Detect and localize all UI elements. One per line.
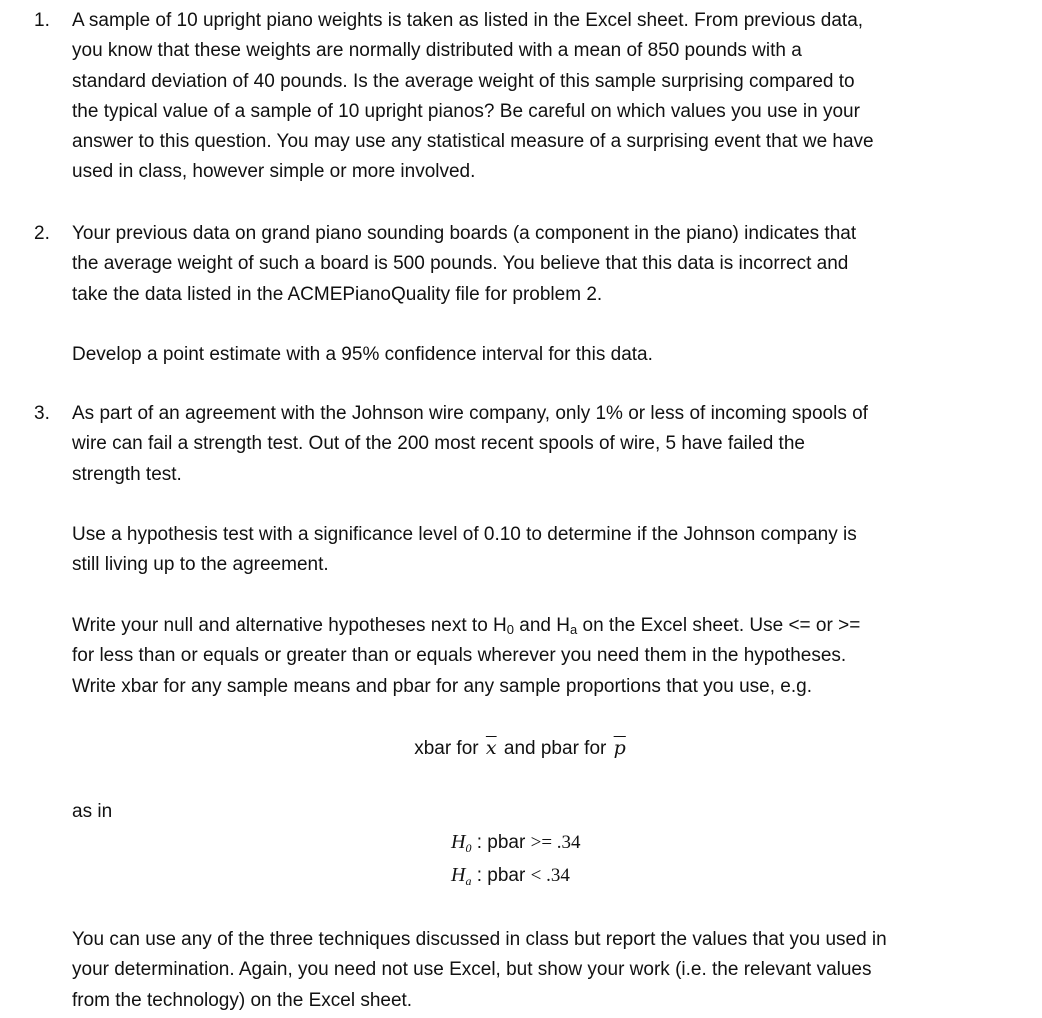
text-line: Your previous data on grand piano sounding boards (a component in the piano) indicates that xyxy=(72,223,857,244)
h-symbol: H xyxy=(451,831,466,853)
xbar-symbol: $\overline{x}$ xyxy=(485,737,497,759)
question-number: 3. xyxy=(34,403,50,424)
question-2-text xyxy=(72,219,982,310)
text-fragment: and H xyxy=(514,615,570,636)
pbar-symbol: $\overline{p}$ xyxy=(613,737,626,759)
subscript: a xyxy=(570,622,578,637)
text-line: still living up to the agreement. xyxy=(72,554,329,576)
text-line: take the data listed in the ACMEPianoQuality file for problem 2. xyxy=(72,283,603,305)
hypothesis-writing-instructions xyxy=(72,611,982,702)
text-fragment: and pbar for xyxy=(498,738,612,759)
text-line: you know that these weights are normally distributed with a mean of 850 pounds with a xyxy=(72,40,802,62)
text-fragment: xbar for xyxy=(414,738,484,759)
question-3-text xyxy=(72,399,982,490)
null-hypothesis xyxy=(451,827,581,863)
text-line: A sample of 10 upright piano weights is taken as listed in the Excel sheet. From previous data, xyxy=(72,10,864,31)
text-line: wire can fail a strength test. Out of the 200 most recent spools of wire, 5 have failed the xyxy=(72,433,805,455)
question-number: 2. xyxy=(34,223,50,244)
alternative-hypothesis xyxy=(451,860,570,896)
text-line: strength test. xyxy=(72,463,182,485)
hypothesis-test-instructions xyxy=(72,520,982,581)
text-fragment: : pbar xyxy=(471,832,531,853)
operator-value: < .34 xyxy=(530,865,570,886)
text-line: answer to this question. You may use any statistical measure of a surprising event that we have xyxy=(72,131,874,153)
question-number: 1. xyxy=(34,10,50,31)
question-2-task xyxy=(72,340,982,370)
text-line: Use a hypothesis test with a significance level of 0.10 to determine if the Johnson company is xyxy=(72,524,857,545)
text-fragment: on the Excel sheet. Use <= or >= xyxy=(577,615,861,636)
text-line: You can use any of the three techniques discussed in class but report the values that you used in xyxy=(72,929,887,950)
subscript: a xyxy=(465,874,472,888)
text-line: Write xbar for any sample means and pbar for any sample proportions that you use, e.g. xyxy=(72,675,812,697)
notation-example xyxy=(0,733,1042,764)
text-line: your determination. Again, you need not use Excel, but show your work (i.e. the relevant values xyxy=(72,959,872,981)
text-fragment: : pbar xyxy=(471,865,531,886)
as-in-label xyxy=(72,797,982,827)
text-line: As part of an agreement with the Johnson wire company, only 1% or less of incoming spools of xyxy=(72,403,868,424)
subscript: 0 xyxy=(465,841,472,855)
text-line: the average weight of such a board is 500 pounds. You believe that this data is incorrect and xyxy=(72,253,849,275)
question-1-text xyxy=(72,6,982,188)
operator-value: >= .34 xyxy=(530,832,581,853)
text-line: as in xyxy=(72,801,113,822)
subscript: 0 xyxy=(506,622,515,637)
text-line: standard deviation of 40 pounds. Is the average weight of this sample surprising compared to xyxy=(72,70,855,92)
text-line: used in class, however simple or more involved. xyxy=(72,161,476,183)
closing-instructions xyxy=(72,925,982,1016)
text-line: the typical value of a sample of 10 upright pianos? Be careful on which values you use in your xyxy=(72,100,860,122)
text-line: Develop a point estimate with a 95% confidence interval for this data. xyxy=(72,344,653,365)
text-line xyxy=(72,611,982,641)
h-symbol: H xyxy=(451,864,466,886)
text-line: for less than or equals or greater than or equals wherever you need them in the hypotheses. xyxy=(72,645,847,667)
text-line: from the technology) on the Excel sheet. xyxy=(72,989,413,1011)
text-fragment: Write your null and alternative hypotheses next to H xyxy=(72,615,507,636)
